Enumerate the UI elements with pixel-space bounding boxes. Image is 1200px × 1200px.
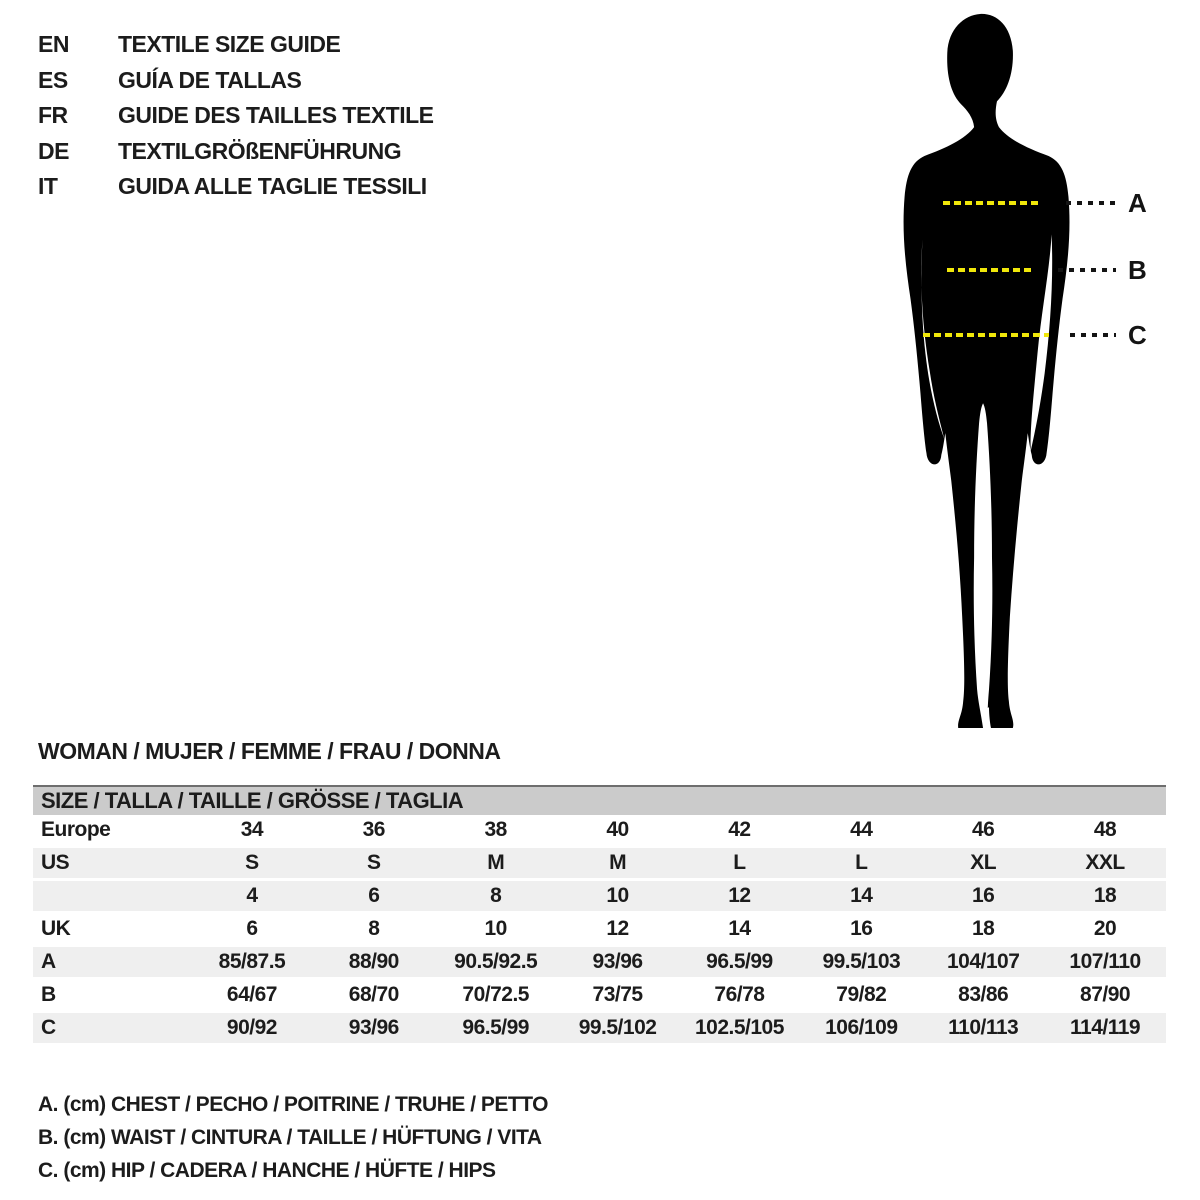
size-cell: S [367, 851, 381, 874]
chest-connector-dots [1066, 201, 1116, 205]
size-table-body [33, 815, 1166, 1046]
row-label [33, 881, 191, 911]
size-cell: 104/107 [946, 950, 1020, 973]
size-cell: 18 [1093, 884, 1117, 907]
size-cell: 73/75 [592, 983, 643, 1006]
language-code: FR [38, 102, 68, 129]
size-cell: 99.5/102 [578, 1016, 657, 1039]
size-cell: 48 [1093, 818, 1117, 841]
size-table [33, 785, 1166, 1046]
size-cell: L [733, 851, 746, 874]
legend-line-chest: A. (cm) CHEST / PECHO / POITRINE / TRUHE / PETTO [38, 1093, 549, 1116]
size-cell: 6 [368, 884, 380, 907]
row-label: UK [41, 917, 71, 940]
size-cell: M [609, 851, 627, 874]
size-cell: 4 [246, 884, 258, 907]
size-cell: 8 [490, 884, 502, 907]
row-label: US [41, 851, 70, 874]
waist-measure-line [947, 268, 1034, 272]
size-cell: 85/87.5 [218, 950, 286, 973]
size-cell: 96.5/99 [462, 1016, 529, 1039]
size-cell: XXL [1085, 851, 1125, 874]
annotation-label-a: A [1128, 188, 1147, 218]
hip-measure-line [923, 333, 1049, 337]
language-code: EN [38, 31, 69, 58]
table-row [33, 815, 1166, 848]
size-cell: 68/70 [348, 983, 399, 1006]
legend-line-waist: B. (cm) WAIST / CINTURA / TAILLE / HÜFTUNG / VITA [38, 1126, 542, 1149]
size-cell: 93/96 [348, 1016, 399, 1039]
size-cell: 79/82 [836, 983, 887, 1006]
size-cell: XL [970, 851, 997, 874]
row-label: A [41, 950, 56, 973]
annotation-label-c: C [1128, 320, 1147, 350]
language-row [38, 63, 434, 99]
woman-silhouette-icon [870, 6, 1110, 736]
size-cell: 76/78 [714, 983, 765, 1006]
language-code: IT [38, 173, 58, 200]
legend-line-hip: C. (cm) HIP / CADERA / HANCHE / HÜFTE / HIPS [38, 1159, 496, 1182]
size-cell: 88/90 [348, 950, 399, 973]
annotation-label-b: B [1128, 255, 1147, 285]
section-title: WOMAN / MUJER / FEMME / FRAU / DONNA [38, 738, 501, 764]
waist-connector-dots [1058, 268, 1116, 272]
size-cell: 64/67 [226, 983, 277, 1006]
size-cell: 106/109 [825, 1016, 898, 1039]
table-row [33, 947, 1166, 980]
size-cell: 70/72.5 [462, 983, 529, 1006]
table-row [33, 881, 1166, 914]
size-cell: S [245, 851, 259, 874]
size-cell: 34 [240, 818, 264, 841]
language-code: ES [38, 66, 68, 93]
size-cell: 14 [850, 884, 873, 907]
language-title: GUÍA DE TALLAS [118, 66, 302, 93]
row-label: Europe [41, 818, 111, 841]
size-cell: 93/96 [592, 950, 643, 973]
language-title: GUIDE DES TAILLES TEXTILE [118, 102, 434, 129]
table-row [33, 980, 1166, 1013]
size-cell: 36 [362, 818, 385, 841]
size-cell: 14 [728, 917, 751, 940]
size-cell: 83/86 [958, 983, 1009, 1006]
size-cell: 114/119 [1070, 1016, 1141, 1039]
size-cell: 44 [850, 818, 873, 841]
size-cell: 12 [728, 884, 751, 907]
language-title: GUIDA ALLE TAGLIE TESSILI [118, 173, 427, 200]
size-cell: 6 [246, 917, 258, 940]
table-row [33, 848, 1166, 881]
size-cell: L [855, 851, 868, 874]
table-row [33, 914, 1166, 947]
size-cell: 10 [606, 884, 629, 907]
size-cell: 18 [972, 917, 995, 940]
size-cell: 42 [728, 818, 751, 841]
language-code: DE [38, 137, 69, 164]
language-title: TEXTILE SIZE GUIDE [118, 31, 341, 58]
size-table-header: SIZE / TALLA / TAILLE / GRÖSSE / TAGLIA [33, 785, 1166, 815]
size-cell: 107/110 [1069, 950, 1141, 973]
size-cell: 102.5/105 [694, 1016, 784, 1039]
size-cell: 99.5/103 [822, 950, 901, 973]
size-cell: M [487, 851, 505, 874]
language-row [38, 169, 434, 205]
size-cell: 46 [972, 818, 995, 841]
size-cell: 20 [1093, 917, 1117, 940]
size-cell: 87/90 [1080, 983, 1131, 1006]
language-row [38, 134, 434, 170]
woman-silhouette-figure [870, 6, 1110, 736]
size-cell: 8 [368, 917, 380, 940]
chest-measure-line [943, 201, 1042, 205]
row-label: B [41, 983, 56, 1006]
size-cell: 90/92 [226, 1016, 277, 1039]
size-cell: 110/113 [948, 1016, 1019, 1039]
language-header [38, 27, 434, 205]
size-cell: 16 [972, 884, 995, 907]
language-row [38, 98, 434, 134]
size-cell: 96.5/99 [706, 950, 773, 973]
size-cell: 12 [606, 917, 629, 940]
row-label: C [41, 1016, 56, 1039]
language-row [38, 27, 434, 63]
size-cell: 38 [484, 818, 507, 841]
size-cell: 16 [850, 917, 873, 940]
size-cell: 10 [484, 917, 507, 940]
size-cell: 90.5/92.5 [454, 950, 538, 973]
language-title: TEXTILGRÖßENFÜHRUNG [118, 137, 402, 164]
size-cell: 40 [606, 818, 629, 841]
table-row [33, 1013, 1166, 1046]
hip-connector-dots [1070, 333, 1116, 337]
measurement-legend [38, 1088, 548, 1187]
